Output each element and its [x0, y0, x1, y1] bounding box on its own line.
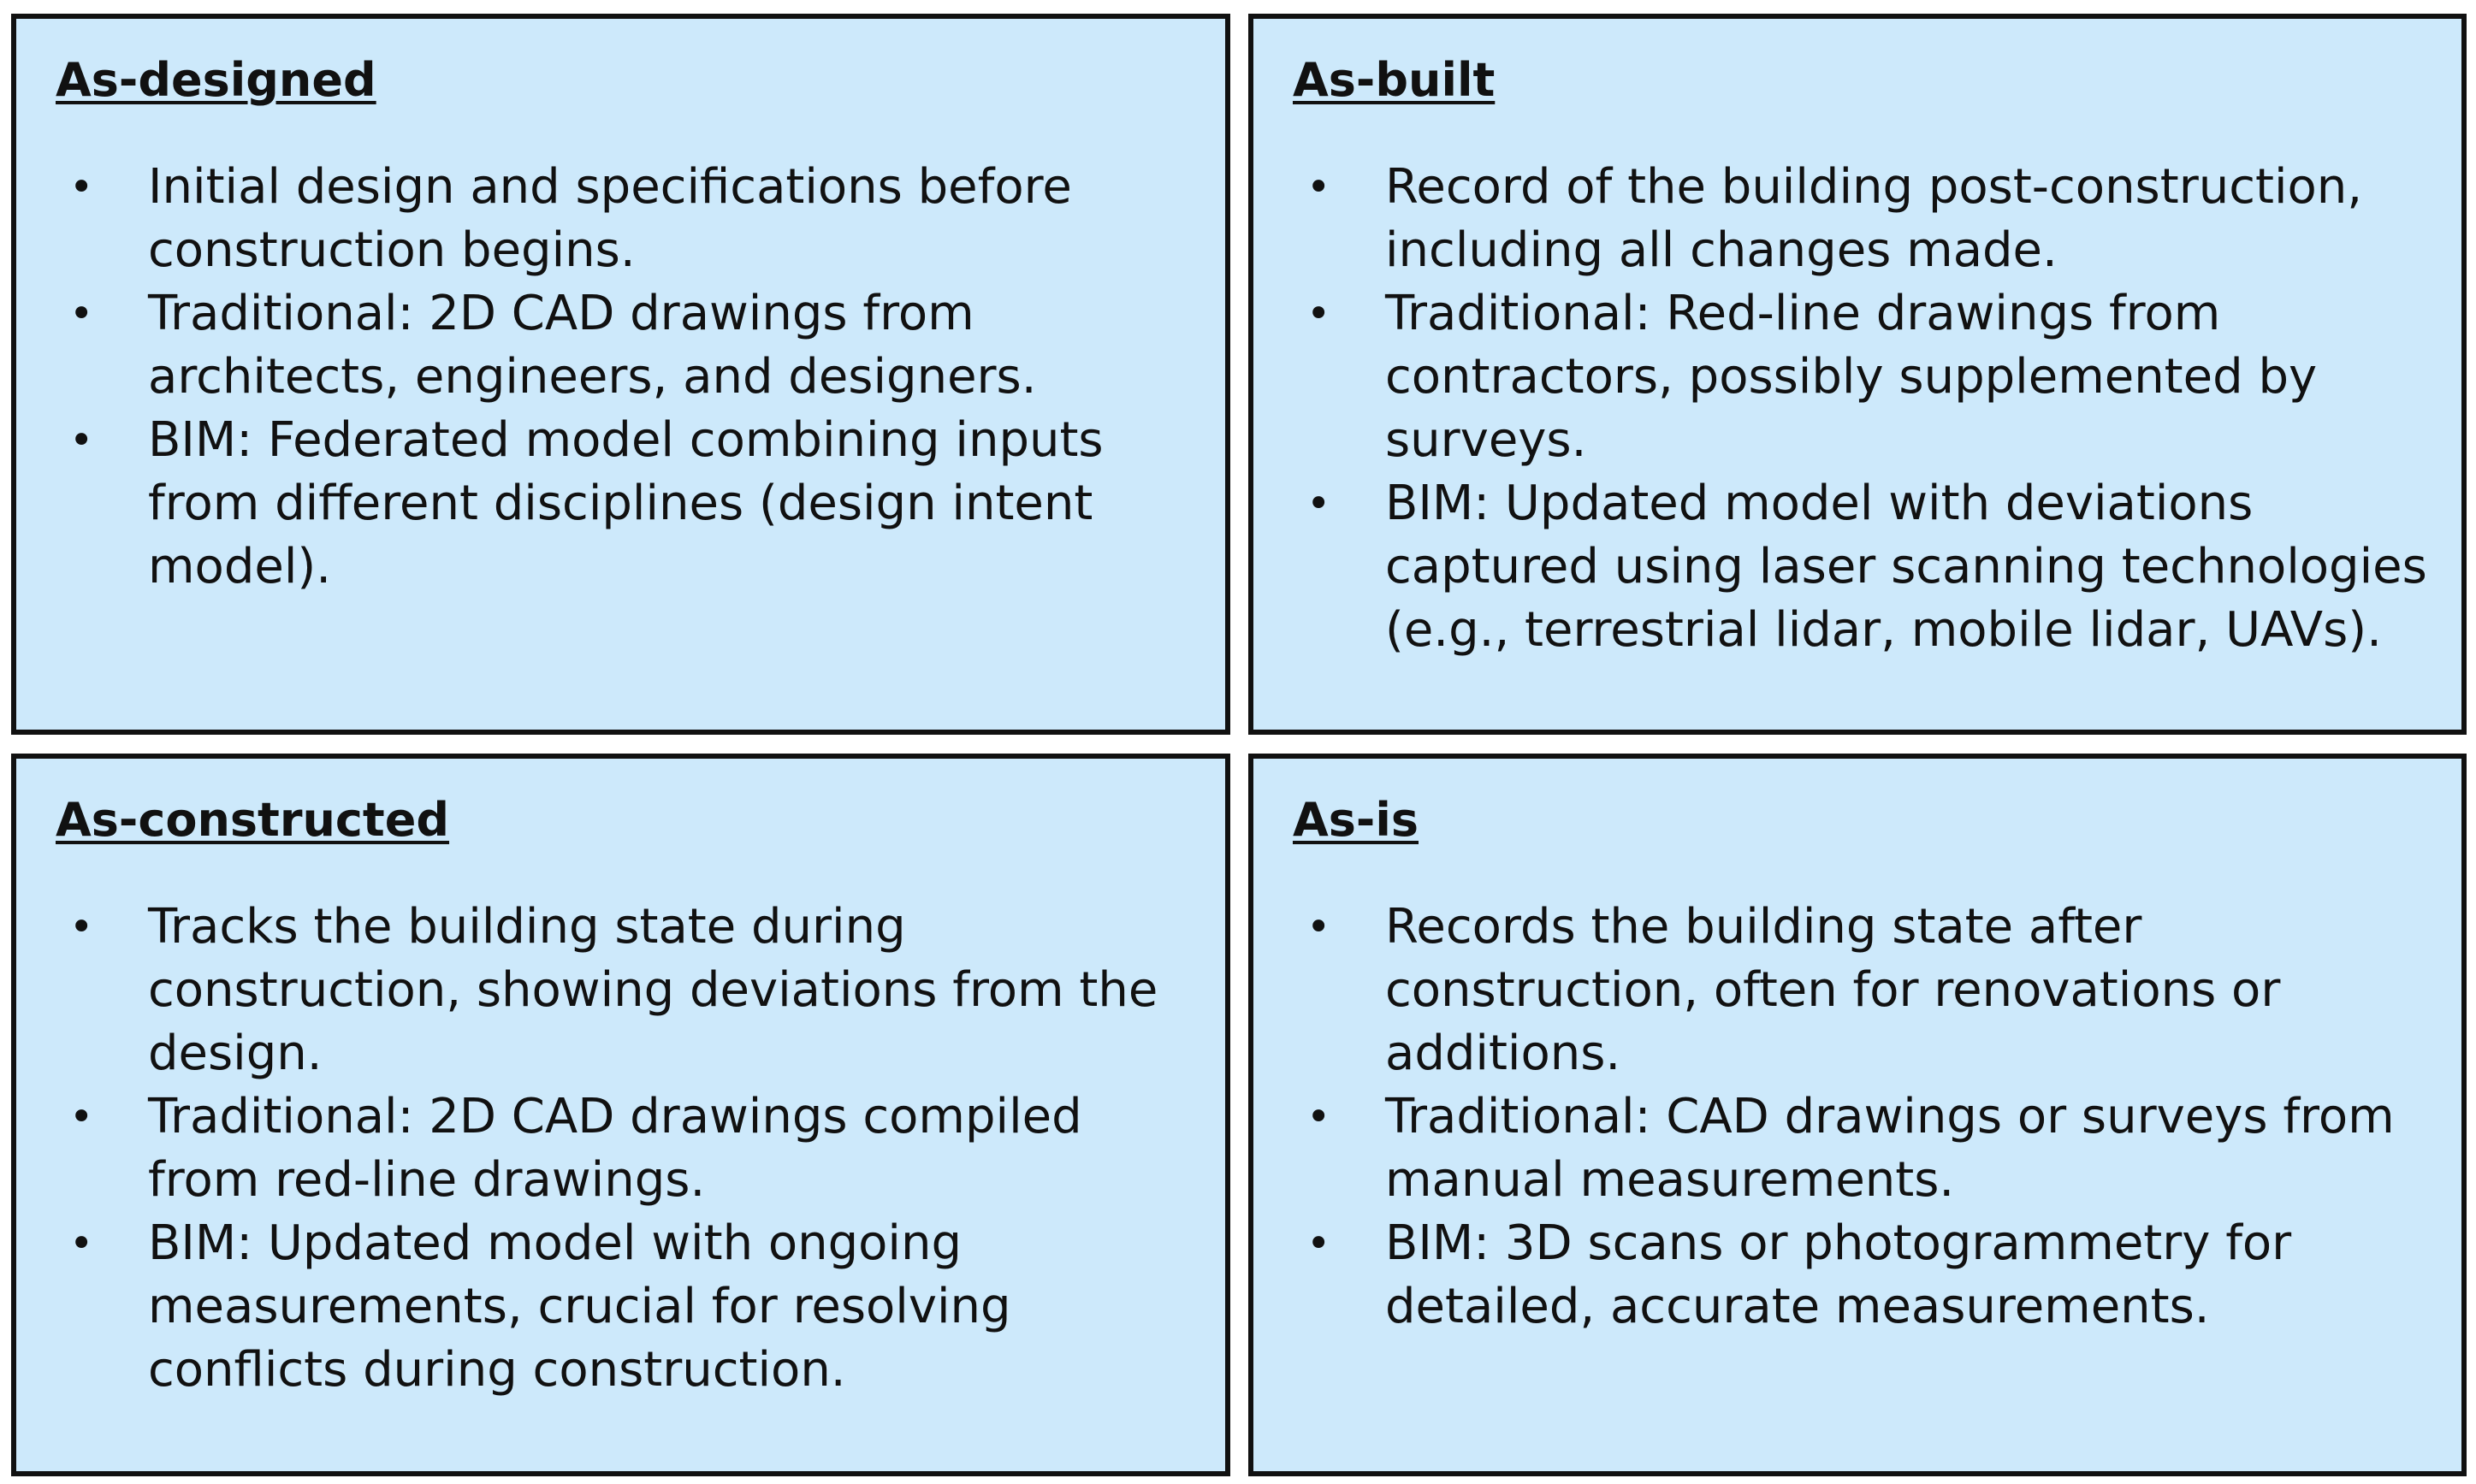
bullet-text: BIM: Updated model with ongoing measurements, crucial for resolving conflicts during construction. [148, 1215, 1011, 1398]
list-item [56, 896, 1194, 1085]
bullet-icon: • [69, 290, 94, 338]
bullet-text: BIM: Federated model combining inputs from different disciplines (design intent model). [148, 412, 1104, 594]
bullet-icon: • [69, 903, 94, 951]
list-item [56, 1085, 1194, 1212]
list-item [56, 409, 1194, 599]
list-item [1293, 1212, 2431, 1339]
list-item [1293, 472, 2431, 662]
bullet-icon: • [1306, 480, 1331, 528]
bullet-icon: • [69, 163, 94, 211]
list-item [56, 282, 1194, 409]
panel-title: As-designed [56, 53, 376, 107]
list-item [1293, 896, 2431, 1085]
bullet-text: BIM: 3D scans or photogrammetry for detailed, accurate measurements. [1385, 1215, 2292, 1334]
bullet-list [1293, 156, 2431, 662]
bullet-text: Traditional: 2D CAD drawings from architects, engineers, and designers. [148, 286, 1037, 405]
panel-as-constructed [11, 754, 1230, 1476]
bullet-icon: • [69, 417, 94, 464]
bullet-text: Traditional: CAD drawings or surveys from manual measurements. [1385, 1089, 2395, 1208]
bullet-icon: • [1306, 1093, 1331, 1141]
bullet-icon: • [1306, 903, 1331, 951]
list-item [56, 156, 1194, 282]
list-item [1293, 282, 2431, 472]
panel-title: As-is [1293, 793, 1419, 847]
bullet-text: Tracks the building state during construction, showing deviations from the design. [148, 899, 1158, 1081]
panel-as-designed [11, 14, 1230, 735]
panel-title: As-constructed [56, 793, 450, 847]
bullet-text: Traditional: Red-line drawings from contractors, possibly supplemented by surveys. [1385, 286, 2318, 468]
bullet-text: Initial design and specifications before construction begins. [148, 159, 1072, 278]
bullet-text: BIM: Updated model with deviations captured using laser scanning technologies (e.g., terrestrial lidar, mobile lidar, UAVs). [1385, 476, 2427, 658]
list-item [1293, 156, 2431, 282]
bullet-icon: • [1306, 290, 1331, 338]
bullet-icon: • [1306, 1220, 1331, 1268]
bullet-text: Record of the building post-construction, including all changes made. [1385, 159, 2363, 278]
panel-as-is [1248, 754, 2467, 1476]
bullet-text: Records the building state after construction, often for renovations or additions. [1385, 899, 2281, 1081]
bullet-icon: • [1306, 163, 1331, 211]
list-item [1293, 1085, 2431, 1212]
list-item [56, 1212, 1194, 1402]
panel-title: As-built [1293, 53, 1496, 107]
bullet-text: Traditional: 2D CAD drawings compiled from red-line drawings. [148, 1089, 1082, 1208]
bullet-icon: • [69, 1093, 94, 1141]
bullet-icon: • [69, 1220, 94, 1268]
bullet-list [56, 896, 1194, 1402]
bullet-list [1293, 896, 2431, 1339]
bullet-list [56, 156, 1194, 599]
panel-as-built [1248, 14, 2467, 735]
